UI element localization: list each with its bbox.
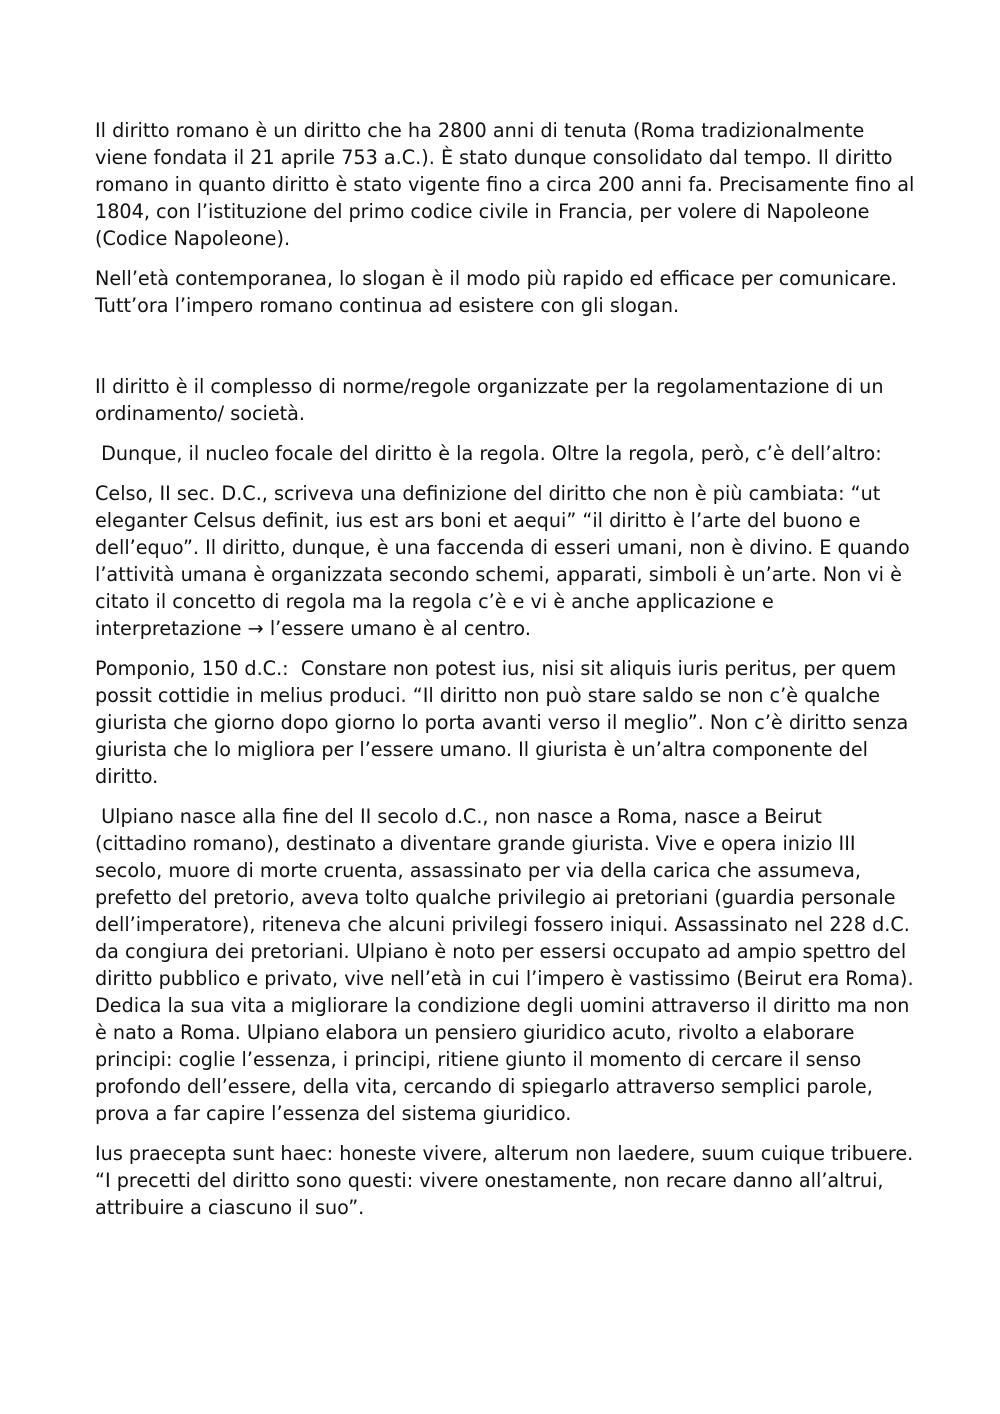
paragraph-slogan: Nell’età contemporanea, lo slogan è il modo più rapido ed efficace per comunicare. Tutt’ora l’impero romano continua ad esistere con gli slogan. — [95, 267, 904, 317]
paragraph-roman-law-history: Il diritto romano è un diritto che ha 2800 anni di tenuta (Roma tradizionalmente viene fondata il 21 aprile 753 a.C.). È stato dunque consolidato dal tempo. Il diritto romano in quanto diritto è stato vigente fino a circa 200 anni fa. Precisamente fino al 1804, con l’istituzione del primo codice civile in Francia, per volere di Napoleone (Codice Napoleone). — [95, 119, 921, 250]
paragraph-ius-praecepta: Ius praecepta sunt haec: honeste vivere, alterum non laedere, suum cuique tribuere. “I precetti del diritto sono questi: vivere onestamente, non recare danno all’altrui, attribuire a ciascuno il suo”. — [95, 1142, 926, 1219]
paragraph-ulpiano: Ulpiano nasce alla fine del II secolo d.C., non nasce a Roma, nasce a Beirut (cittadino romano), destinato a diventare grande giurista. Vive e opera inizio III secolo, muore di morte cruenta, assassinato per via della carica che assumeva, prefetto del pretorio, aveva tolto qualche privilegio ai pretoriani (guardia personale dell’imperatore), riteneva che alcuni privilegi fossero iniqui. Assassinato nel 228 d.C. da congiura dei pretoriani. Ulpiano è noto per essersi occupato ad ampio spettro del diritto pubblico e privato, vive nell’età in cui l’impero è vastissimo (Beirut era Roma). Dedica la sua vita a migliorare la condizione degli uomini attraverso il diritto ma non è nato a Roma. Ulpiano elabora un pensiero giuridico acuto, rivolto a elaborare principi: coglie l’essenza, i principi, ritiene giunto il momento di cercare il senso profondo dell’essere, della vita, cercando di spiegarlo attraverso semplici parole, prova a far capire l’essenza del sistema giuridico. — [95, 805, 920, 1125]
paragraph-celso: Celso, II sec. D.C., scriveva una definizione del diritto che non è più cambiata: “ut eleganter Celsus definit, ius est ars boni et aequi” “il diritto è l’arte del buono e dell’equo”. Il diritto, dunque, è una faccenda di esseri umani, non è divino. E quando l’attività umana è organizzata secondo schemi, apparati, simboli è un’arte. Non vi è citato il concetto di regola ma la regola c’è e vi è anche applicazione e interpretazione → l’essere umano è al centro. — [95, 482, 916, 640]
paragraph-rule-nucleus: Dunque, il nucleo focale del diritto è la regola. Oltre la regola, però, c’è dell’altro: — [95, 442, 882, 465]
paragraph-law-definition: Il diritto è il complesso di norme/regole organizzate per la regolamentazione di un ordinamento/ società. — [95, 375, 890, 425]
paragraph-pomponio: Pomponio, 150 d.C.: Constare non potest ius, nisi sit aliquis iuris peritus, per quem possit cottidie in melius produci. “Il diritto non può stare saldo se non c’è qualche giurista che giorno dopo giorno lo porta avanti verso il meglio”. Non c’è diritto senza giurista che lo migliora per l’essere umano. Il giurista è un’altra componente del diritto. — [95, 657, 915, 788]
document-body — [95, 117, 926, 1234]
